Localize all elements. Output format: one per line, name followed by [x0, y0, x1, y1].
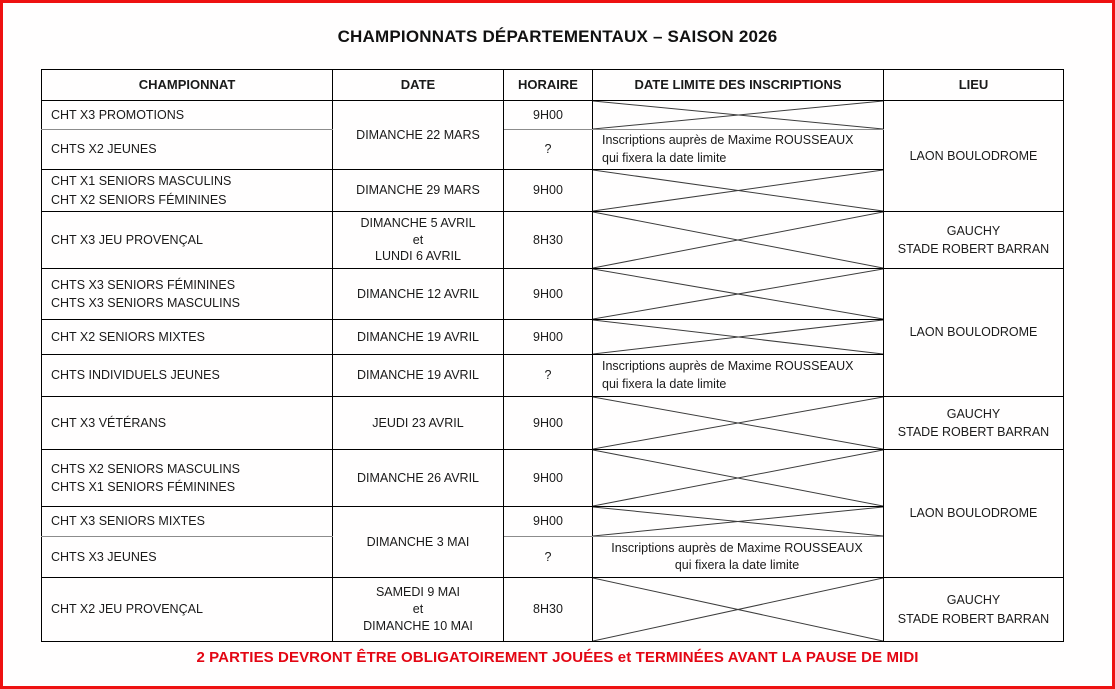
- horaire-cell: 9H00: [504, 397, 593, 450]
- lieu-cell: GAUCHY STADE ROBERT BARRAN: [884, 397, 1064, 450]
- championnat-cell: CHTS X2 JEUNES: [42, 130, 333, 170]
- header-row: [42, 70, 1064, 101]
- horaire-cell: 8H30: [504, 212, 593, 269]
- note-cell: Inscriptions auprès de Maxime ROUSSEAUX qui fixera la date limite: [593, 537, 884, 578]
- note-cell: Inscriptions auprès de Maxime ROUSSEAUX qui fixera la date limite: [593, 130, 884, 170]
- cross-out-icon: [593, 212, 883, 268]
- cross-out-icon: [593, 397, 883, 449]
- lieu-cell: GAUCHY STADE ROBERT BARRAN: [884, 212, 1064, 269]
- header-date-limite: DATE LIMITE DES INSCRIPTIONS: [593, 70, 884, 101]
- date-cell: DIMANCHE 22 MARS: [333, 101, 504, 170]
- championnat-cell: CHTS X2 SENIORS MASCULINS CHTS X1 SENIORS FÉMININES: [42, 450, 333, 507]
- horaire-cell: 8H30: [504, 578, 593, 642]
- crossed-cell: [593, 578, 884, 642]
- date-cell: DIMANCHE 19 AVRIL: [333, 355, 504, 397]
- horaire-cell: 9H00: [504, 507, 593, 537]
- date-cell: DIMANCHE 3 MAI: [333, 507, 504, 578]
- date-cell: DIMANCHE 29 MARS: [333, 170, 504, 212]
- cross-out-icon: [593, 320, 883, 354]
- horaire-cell: 9H00: [504, 170, 593, 212]
- date-cell: DIMANCHE 19 AVRIL: [333, 320, 504, 355]
- cross-out-icon: [593, 507, 883, 536]
- championnat-cell: CHTS X3 JEUNES: [42, 537, 333, 578]
- cross-out-icon: [593, 170, 883, 211]
- footer-warning: 2 PARTIES DEVRONT ÊTRE OBLIGATOIREMENT JOUÉES et TERMINÉES AVANT LA PAUSE DE MIDI: [196, 649, 919, 666]
- crossed-cell: [593, 507, 884, 537]
- championnat-cell: CHT X3 SENIORS MIXTES: [42, 507, 333, 537]
- header-date: DATE: [333, 70, 504, 101]
- lieu-cell: LAON BOULODROME: [884, 101, 1064, 212]
- cross-out-icon: [593, 578, 883, 641]
- table-row: [42, 578, 1064, 642]
- championnat-cell: CHTS INDIVIDUELS JEUNES: [42, 355, 333, 397]
- table-row: [42, 269, 1064, 320]
- horaire-cell: ?: [504, 130, 593, 170]
- crossed-cell: [593, 397, 884, 450]
- cross-out-icon: [593, 450, 883, 506]
- crossed-cell: [593, 170, 884, 212]
- championnat-cell: CHT X3 JEU PROVENÇAL: [42, 212, 333, 269]
- cross-out-icon: [593, 101, 883, 129]
- horaire-cell: 9H00: [504, 320, 593, 355]
- date-cell: JEUDI 23 AVRIL: [333, 397, 504, 450]
- championnat-cell: CHT X3 PROMOTIONS: [42, 101, 333, 130]
- cross-out-icon: [593, 269, 883, 319]
- page-title: CHAMPIONNATS DÉPARTEMENTAUX – SAISON 2026: [337, 27, 778, 46]
- horaire-cell: 9H00: [504, 101, 593, 130]
- date-cell: DIMANCHE 26 AVRIL: [333, 450, 504, 507]
- date-cell: DIMANCHE 5 AVRIL et LUNDI 6 AVRIL: [333, 212, 504, 269]
- header-horaire: HORAIRE: [504, 70, 593, 101]
- horaire-cell: ?: [504, 537, 593, 578]
- horaire-cell: 9H00: [504, 450, 593, 507]
- horaire-cell: ?: [504, 355, 593, 397]
- championnat-cell: CHT X2 SENIORS MIXTES: [42, 320, 333, 355]
- date-cell: DIMANCHE 12 AVRIL: [333, 269, 504, 320]
- lieu-cell: LAON BOULODROME: [884, 450, 1064, 578]
- championnat-cell: CHT X2 JEU PROVENÇAL: [42, 578, 333, 642]
- date-cell: SAMEDI 9 MAI et DIMANCHE 10 MAI: [333, 578, 504, 642]
- table-row: [42, 212, 1064, 269]
- header-championnat: CHAMPIONNAT: [42, 70, 333, 101]
- header-lieu: LIEU: [884, 70, 1064, 101]
- championnat-cell: CHTS X3 SENIORS FÉMININES CHTS X3 SENIORS MASCULINS: [42, 269, 333, 320]
- horaire-cell: 9H00: [504, 269, 593, 320]
- crossed-cell: [593, 450, 884, 507]
- crossed-cell: [593, 320, 884, 355]
- table-row: [42, 397, 1064, 450]
- lieu-cell: GAUCHY STADE ROBERT BARRAN: [884, 578, 1064, 642]
- championnat-cell: CHT X3 VÉTÉRANS: [42, 397, 333, 450]
- championships-table: [41, 69, 1064, 642]
- crossed-cell: [593, 212, 884, 269]
- lieu-cell: LAON BOULODROME: [884, 269, 1064, 397]
- championnat-cell: CHT X1 SENIORS MASCULINS CHT X2 SENIORS FÉMININES: [42, 170, 333, 212]
- table-row: [42, 101, 1064, 130]
- crossed-cell: [593, 101, 884, 130]
- note-cell: Inscriptions auprès de Maxime ROUSSEAUX qui fixera la date limite: [593, 355, 884, 397]
- crossed-cell: [593, 269, 884, 320]
- table-row: [42, 450, 1064, 507]
